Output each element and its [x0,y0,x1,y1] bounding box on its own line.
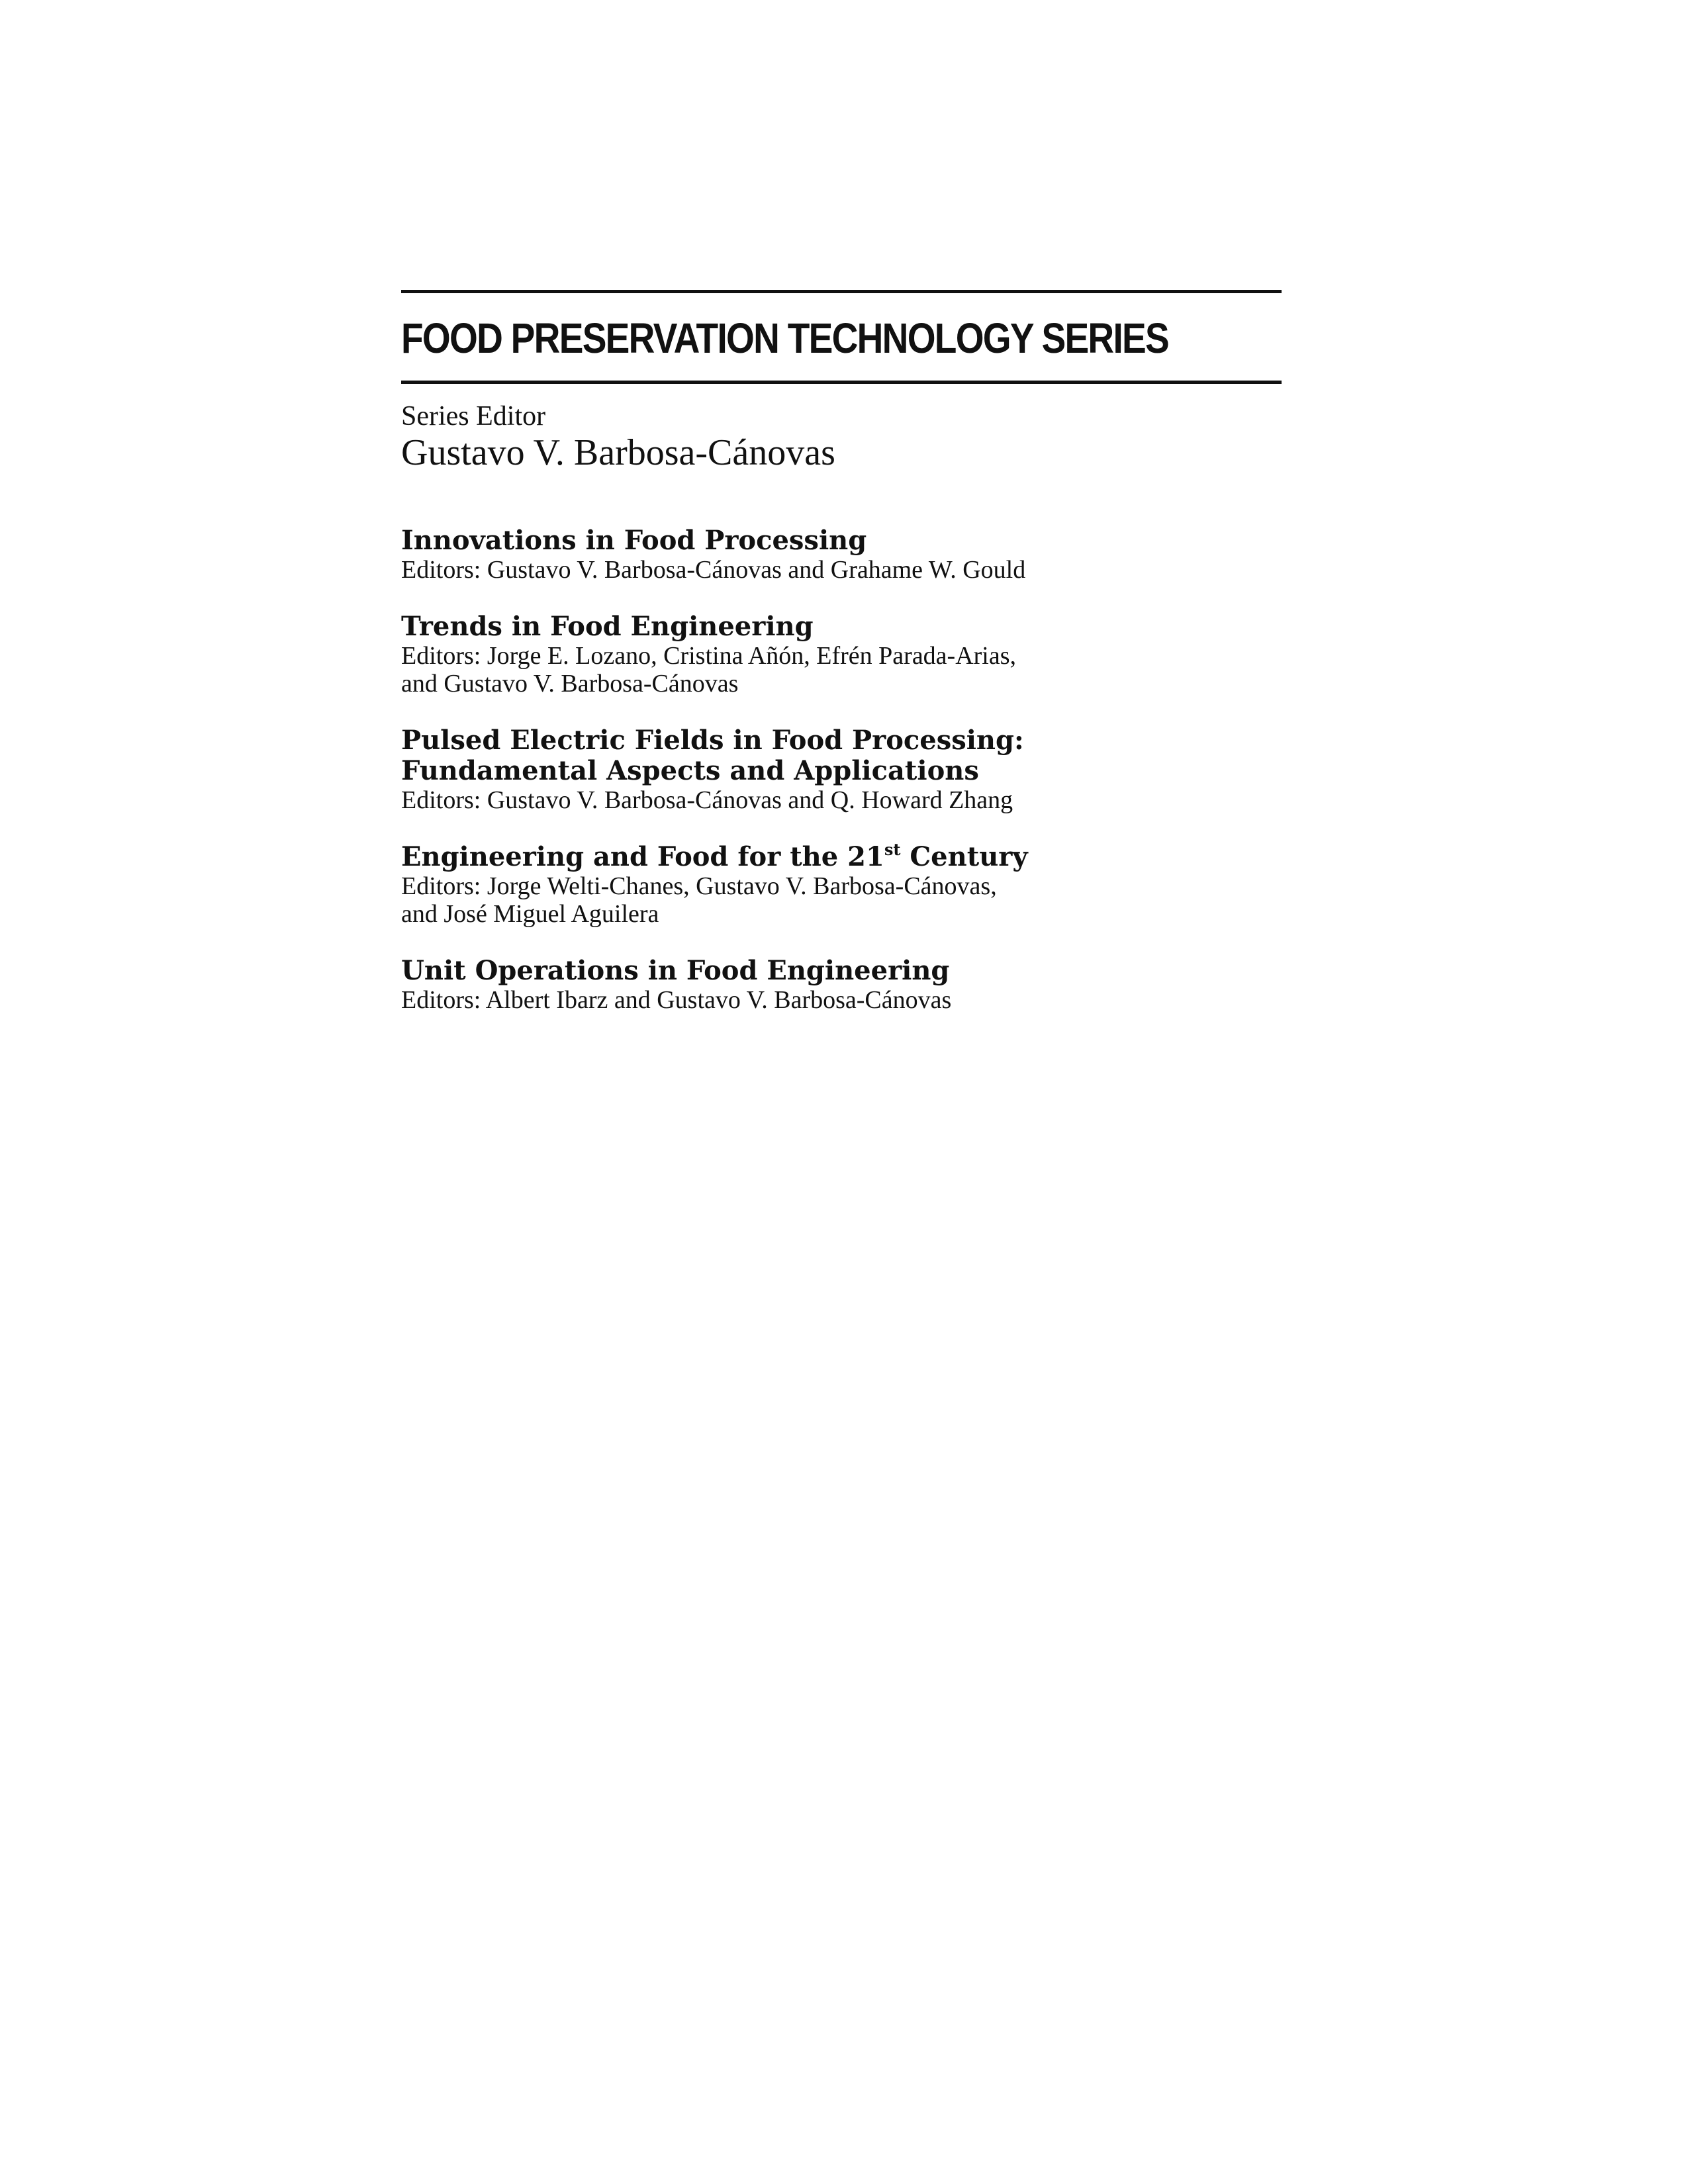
book-entry [401,956,1282,1014]
book-entry [401,725,1282,814]
book-entry [401,839,1282,928]
book-title: Innovations in Food Processing [401,524,867,556]
top-rule [401,290,1282,293]
book-title: Fundamental Aspects and Applications [401,754,979,786]
book-title [401,839,1282,872]
book-title: Pulsed Electric Fields in Food Processing: [401,724,1024,756]
book-title-superscript: st [884,839,901,859]
book-editors: Editors: Albert Ibarz and Gustavo V. Barbosa-Cánovas [401,985,952,1014]
book-title: Unit Operations in Food Engineering [401,954,950,986]
book-list [401,525,1282,1014]
book-editors: and José Miguel Aguilera [401,899,659,928]
book-title: Trends in Food Engineering [401,610,814,642]
book-title-suffix: Century [900,841,1028,872]
series-editor-name: Gustavo V. Barbosa-Cánovas [401,432,835,474]
book-editors: Editors: Jorge Welti-Chanes, Gustavo V. Barbosa-Cánovas, [401,872,997,900]
book-editors: Editors: Gustavo V. Barbosa-Cánovas and Q. Howard Zhang [401,786,1013,814]
book-editors: Editors: Jorge E. Lozano, Cristina Añón, Efrén Parada-Arias, [401,641,1017,670]
series-title: FOOD PRESERVATION TECHNOLOGY SERIES [401,314,1169,362]
book-title-prefix: Engineering and Food for the 21 [401,841,884,872]
book-editors: and Gustavo V. Barbosa-Cánovas [401,669,739,698]
bottom-rule [401,381,1282,384]
book-entry [401,612,1282,698]
series-editor-label: Series Editor [401,401,546,432]
book-editors: Editors: Gustavo V. Barbosa-Cánovas and Grahame W. Gould [401,555,1026,584]
book-entry [401,525,1282,584]
series-page [401,290,1282,1042]
